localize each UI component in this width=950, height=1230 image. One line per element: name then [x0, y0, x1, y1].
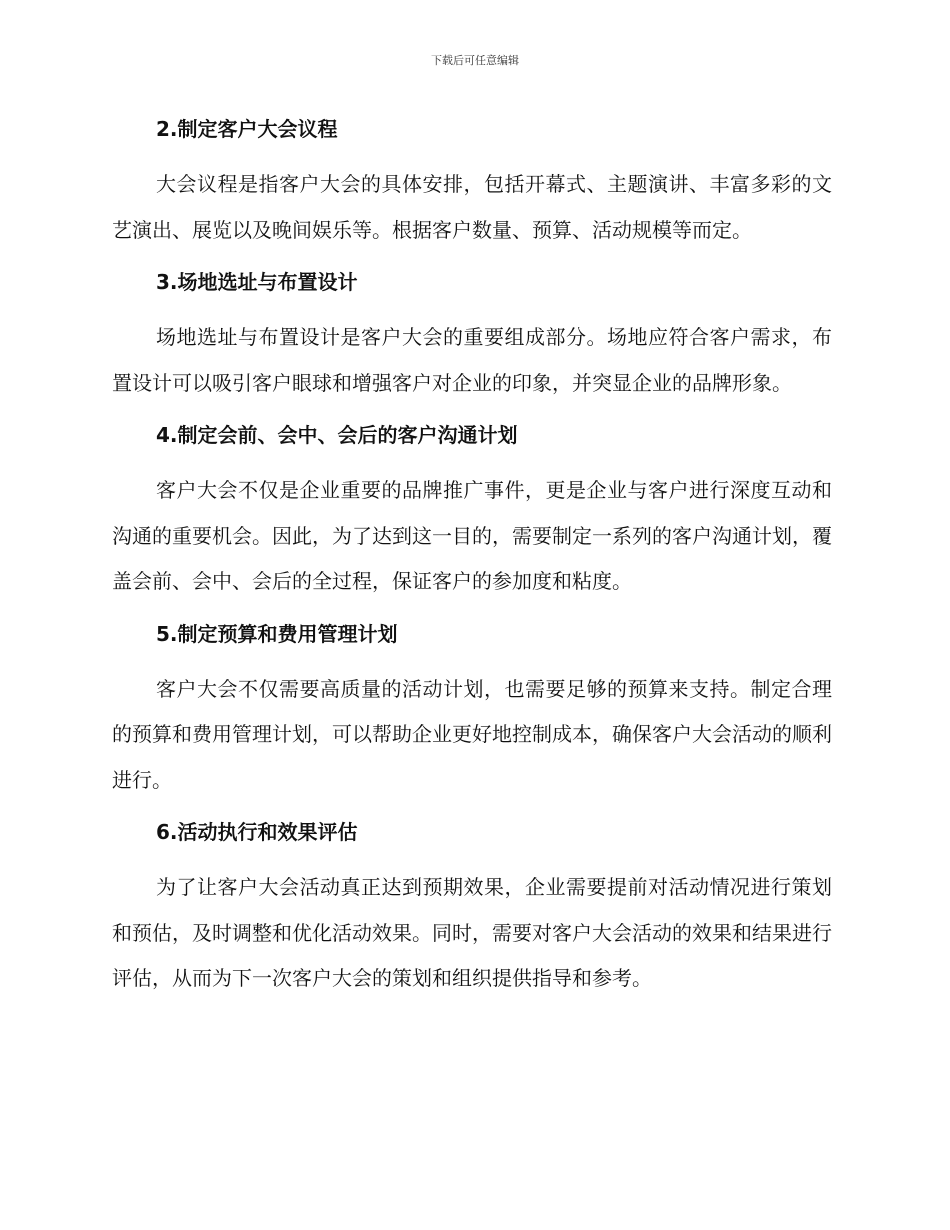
page-header: 下载后可任意编辑: [431, 54, 519, 67]
section-paragraph: 场地选址与布置设计是客户大会的重要组成部分。场地应符合客户需求，布置设计可以吸引客户眼球和增强客户对企业的印象，并突显企业的品牌形象。: [112, 325, 832, 395]
section-paragraph: 客户大会不仅需要高质量的活动计划，也需要足够的预算来支持。制定合理的预算和费用管理计划，可以帮助企业更好地控制成本，确保客户大会活动的顺利进行。: [112, 676, 832, 792]
section-paragraph: 为了让客户大会活动真正达到预期效果，企业需要提前对活动情况进行策划和预估，及时调整和优化活动效果。同时，需要对客户大会活动的效果和结果进行评估，从而为下一次客户大会的策划和组织提供指导和参考。: [112, 875, 832, 990]
section-budget: [112, 619, 832, 804]
section-heading: 5.制定预算和费用管理计划: [156, 621, 398, 646]
section-agenda: [112, 114, 832, 253]
section-heading: 4.制定会前、会中、会后的客户沟通计划: [156, 423, 518, 447]
section-venue: [112, 267, 832, 406]
section-heading: 3.场地选址与布置设计: [156, 270, 358, 294]
document-body: [112, 110, 832, 1016]
section-heading: 2.制定客户大会议程: [156, 117, 338, 141]
section-paragraph: 客户大会不仅是企业重要的品牌推广事件，更是企业与客户进行深度互动和沟通的重要机会。因此，为了达到这一目的，需要制定一系列的客户沟通计划，覆盖会前、会中、会后的全过程，保证客户的参加度和粘度。: [112, 478, 832, 593]
section-evaluation: [112, 817, 832, 1002]
section-paragraph: 大会议程是指客户大会的具体安排，包括开幕式、主题演讲、丰富多彩的文艺演出、展览以及晚间娱乐等。根据客户数量、预算、活动规模等而定。: [112, 172, 832, 242]
section-communication: [112, 420, 832, 605]
section-heading: 6.活动执行和效果评估: [156, 820, 358, 844]
